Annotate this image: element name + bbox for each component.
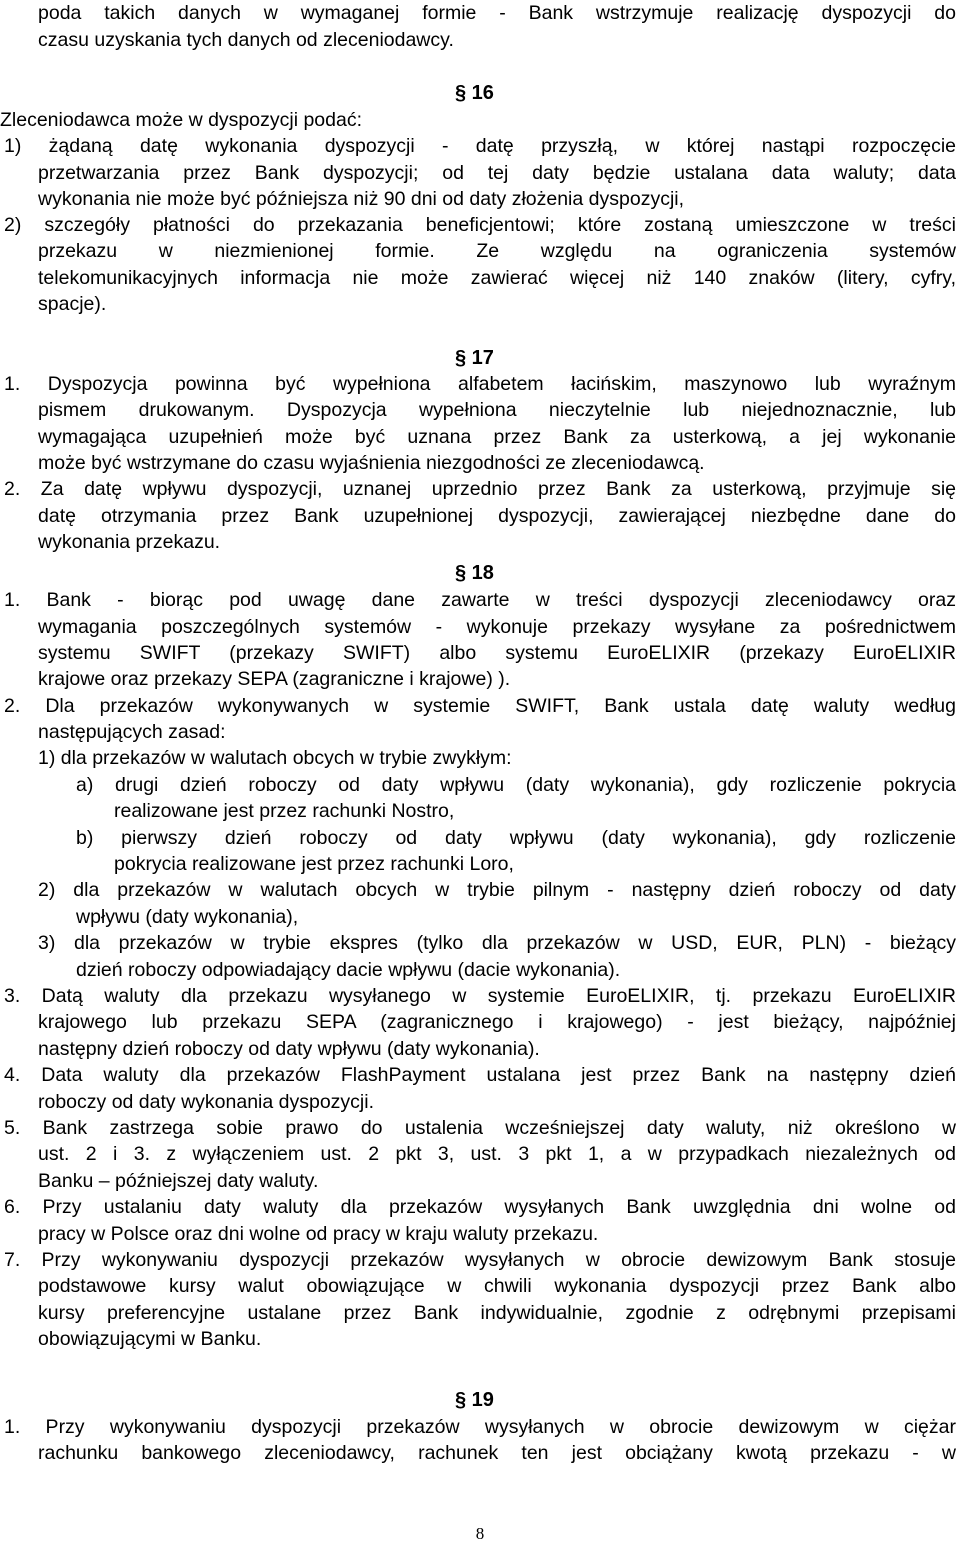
list-item-line: b) pierwszy dzień roboczy od daty wpływu (daty wykonania), gdy rozliczenie [76,827,956,849]
list-item-line: wykonania nie może być późniejsza niż 90 dni od daty złożenia dyspozycji, [38,188,685,210]
list-item-line: przetwarzania przez Bank dyspozycji; od tej daty będzie ustalana data waluty; data [38,162,956,184]
section-heading-19: § 19 [455,1389,494,1411]
list-item-line: 3. Datą waluty dla przekazu wysyłanego w systemie EuroELIXIR, tj. przekazu EuroELIXIR [4,985,956,1007]
list-item-line: telekomunikacyjnych informacja nie może zawierać więcej niż 140 znaków (litery, cyfry, [38,267,956,289]
paragraph-line: Zleceniodawca może w dyspozycji podać: [0,109,363,131]
page-number: 8 [475,1524,485,1543]
list-item-line: pismem drukowanym. Dyspozycja wypełniona nieczytelnie lub niejednoznacznie, lub [38,399,956,421]
list-item-line: datę otrzymania przez Bank uzupełnionej dyspozycji, zawierającej niezbędne dane do [38,505,956,527]
list-item-line: 2. Za datę wpływu dyspozycji, uznanej uprzednio przez Bank za usterkową, przyjmuje się [4,478,956,500]
list-item-line: realizowane jest przez rachunki Nostro, [114,800,455,822]
list-item-line: Banku – późniejszej daty waluty. [38,1170,319,1192]
list-item-line: 7. Przy wykonywaniu dyspozycji przekazów wysyłanych w obrocie dewizowym Bank stosuje [4,1249,956,1271]
list-item-line: 6. Przy ustalaniu daty waluty dla przekazów wysyłanych Bank uwzględnia dni wolne od [4,1196,956,1218]
list-item-line: 2) dla przekazów w walutach obcych w trybie pilnym - następny dzień roboczy od daty [38,879,956,901]
section-heading-17: § 17 [455,347,494,369]
paragraph-line: czasu uzyskania tych danych od zleceniodawcy. [38,29,454,51]
list-item-line: przekazu w niezmienionej formie. Ze względu na ograniczenia systemów [38,240,956,262]
list-item-line: ust. 2 i 3. z wyłączeniem ust. 2 pkt 3, ust. 3 pkt 1, a w przypadkach niezależnych od [38,1143,956,1165]
list-item-line: krajowe oraz przekazy SEPA (zagraniczne i krajowe) ). [38,668,511,690]
list-item-line: systemu SWIFT (przekazy SWIFT) albo systemu EuroELIXIR (przekazy EuroELIXIR [38,642,956,664]
list-item-line: 2) szczegóły płatności do przekazania beneficjentowi; które zostaną umieszczone w treści [4,214,956,236]
list-item-line: 1) dla przekazów w walutach obcych w trybie zwykłym: [38,747,512,769]
list-item-line: 4. Data waluty dla przekazów FlashPayment ustalana jest przez Bank na następny dzień [4,1064,956,1086]
list-item-line: następujących zasad: [38,721,226,743]
paragraph-line: poda takich danych w wymaganej formie - Bank wstrzymuje realizację dyspozycji do [38,2,956,24]
list-item-line: 5. Bank zastrzega sobie prawo do ustalenia wcześniejszej daty waluty, niż określono w [4,1117,956,1139]
list-item-line: wykonania przekazu. [38,531,221,553]
list-item-line: może być wstrzymane do czasu wyjaśnienia niezgodności ze zleceniodawcą. [38,452,705,474]
list-item-line: 1. Dyspozycja powinna być wypełniona alfabetem łacińskim, maszynowo lub wyraźnym [4,373,956,395]
list-item-line: wpływu (daty wykonania), [76,906,299,928]
list-item-line: krajowego lub przekazu SEPA (zagranicznego i krajowego) - jest bieżący, najpóźniej [38,1011,956,1033]
list-item-line: 1) żądaną datę wykonania dyspozycji - datę przyszłą, w której nastąpi rozpoczęcie [4,135,956,157]
list-item-line: rachunku bankowego zleceniodawcy, rachunek ten jest obciążany kwotą przekazu - w [38,1442,956,1464]
list-item-line: pracy w Polsce oraz dni wolne od pracy w kraju waluty przekazu. [38,1223,599,1245]
section-heading-18: § 18 [455,562,494,584]
list-item-line: 1. Bank - biorąc pod uwagę dane zawarte w treści dyspozycji zleceniodawcy oraz [4,589,956,611]
list-item-line: 3) dla przekazów w trybie ekspres (tylko dla przekazów w USD, EUR, PLN) - bieżący [38,932,956,954]
list-item-line: wymagania poszczególnych systemów - wykonuje przekazy wysyłane za pośrednictwem [38,616,956,638]
list-item-line: podstawowe kursy walut obowiązujące w chwili wykonania dyspozycji przez Bank albo [38,1275,956,1297]
list-item-line: dzień roboczy odpowiadający dacie wpływu (dacie wykonania). [76,959,621,981]
list-item-line: 2. Dla przekazów wykonywanych w systemie SWIFT, Bank ustala datę waluty według [4,695,956,717]
list-item-line: kursy preferencyjne ustalane przez Bank indywidualnie, zgodnie z odrębnymi przepisami [38,1302,956,1324]
list-item-line: następny dzień roboczy od daty wpływu (daty wykonania). [38,1038,540,1060]
list-item-line: pokrycia realizowane jest przez rachunki Loro, [114,853,514,875]
section-heading-16: § 16 [455,82,494,104]
list-item-line: obowiązującymi w Banku. [38,1328,262,1350]
list-item-line: spacje). [38,293,107,315]
list-item-line: roboczy od daty wykonania dyspozycji. [38,1091,375,1113]
list-item-line: 1. Przy wykonywaniu dyspozycji przekazów wysyłanych w obrocie dewizowym w ciężar [4,1416,956,1438]
list-item-line: wymagająca uzupełnień może być uznana przez Bank za usterkową, a jej wykonanie [38,426,956,448]
list-item-line: a) drugi dzień roboczy od daty wpływu (daty wykonania), gdy rozliczenie pokrycia [76,774,956,796]
